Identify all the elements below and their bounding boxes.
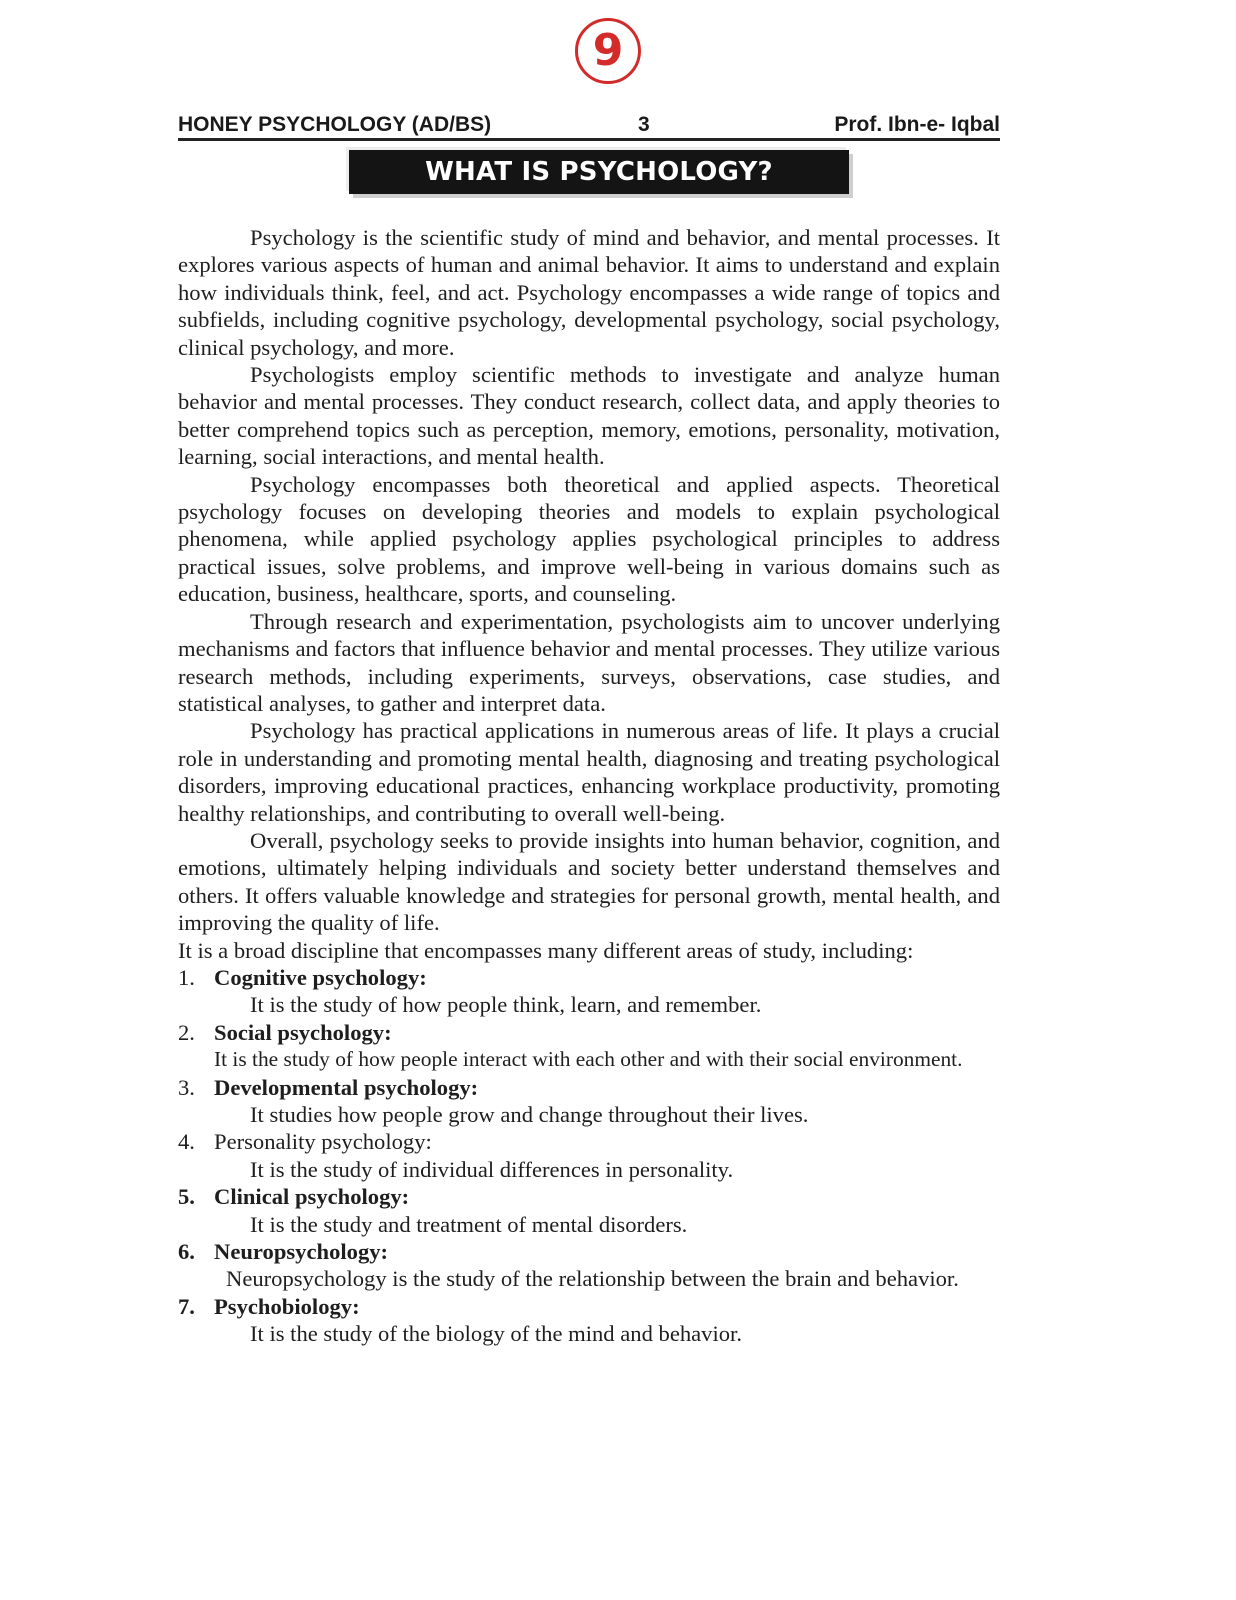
item-description: It is the study of how people think, learn, and remember. xyxy=(250,992,762,1018)
chapter-title: WHAT IS PSYCHOLOGY? xyxy=(349,150,849,194)
item-number: 1. xyxy=(178,964,195,990)
item-number: 4. xyxy=(178,1129,195,1155)
item-description: It is the study of individual differences in personality. xyxy=(250,1156,734,1182)
page-header xyxy=(178,112,1000,141)
book-title: HONEY PSYCHOLOGY (AD/BS) xyxy=(178,113,492,136)
paragraph: Psychology has practical applications in numerous areas of life. It plays a crucial role in understanding and promoting mental health, diagnosing and treating psychological disorders, improving educational practices, enhancing workplace productivity, promoting healthy relationships, and contributing to overall well-being. xyxy=(178,718,1000,826)
item-description: Neuropsychology is the study of the relationship between the brain and behavior. xyxy=(226,1266,959,1292)
list-item xyxy=(178,1183,1000,1238)
item-number: 3. xyxy=(178,1074,195,1100)
paragraph: Psychology encompasses both theoretical and applied aspects. Theoretical psychology focuses on developing theories and models to explain psychological phenomena, while applied psychology applies psychological principles to address practical issues, solve problems, and improve well-being in various domains such as education, business, healthcare, sports, and counseling. xyxy=(178,471,1000,607)
item-heading: Personality psychology: xyxy=(214,1129,432,1155)
paragraph: Overall, psychology seeks to provide insights into human behavior, cognition, and emotions, ultimately helping individuals and society better understand themselves and others. It offers valuable knowledge and strategies for personal growth, mental health, and improving the quality of life. xyxy=(178,827,1000,936)
item-heading: Cognitive psychology: xyxy=(214,964,427,990)
paragraph: Psychologists employ scientific methods to investigate and analyze human behavior and mental processes. They conduct research, collect data, and apply theories to better comprehend topics such as perception, memory, emotions, personality, motivation, learning, social interactions, and mental health. xyxy=(178,362,1000,470)
list-item xyxy=(178,1238,1000,1293)
item-heading: Developmental psychology: xyxy=(214,1074,479,1100)
list-item xyxy=(178,1128,1000,1183)
item-heading: Clinical psychology: xyxy=(214,1184,410,1210)
list-intro: It is a broad discipline that encompasses many different areas of study, including: xyxy=(178,937,914,963)
paragraph: Psychology is the scientific study of mind and behavior, and mental processes. It explores various aspects of human and animal behavior. It aims to understand and explain how individuals think, feel, and act. Psychology encompasses a wide range of topics and subfields, including cognitive psychology, developmental psychology, social psychology, clinical psychology, and more. xyxy=(178,225,1000,360)
item-heading: Neuropsychology: xyxy=(214,1239,389,1265)
item-heading: Psychobiology: xyxy=(214,1293,360,1319)
list-item xyxy=(178,1074,1000,1129)
item-number: 2. xyxy=(178,1019,195,1045)
item-description: It is the study of the biology of the mind and behavior. xyxy=(250,1321,742,1347)
header-page-number: 3 xyxy=(638,113,650,136)
item-heading: Social psychology: xyxy=(214,1019,392,1045)
item-description: It is the study of how people interact with each other and with their social environment. xyxy=(214,1047,963,1072)
list-item xyxy=(178,1293,1000,1348)
item-description: It is the study and treatment of mental disorders. xyxy=(250,1211,688,1237)
page-number-badge: 9 xyxy=(575,18,641,84)
item-description: It studies how people grow and change throughout their lives. xyxy=(250,1102,809,1127)
author-name: Prof. Ibn-e- Iqbal xyxy=(834,113,1000,136)
paragraph: Through research and experimentation, psychologists aim to uncover underlying mechanisms and factors that influence behavior and mental processes. They utilize various research methods, including experiments, surveys, observations, case studies, and statistical analyses, to gather and interpret data. xyxy=(178,608,1000,716)
areas-list xyxy=(178,964,1000,1348)
item-number: 6. xyxy=(178,1239,195,1265)
list-item xyxy=(178,1019,1000,1074)
item-number: 5. xyxy=(178,1184,195,1210)
item-number: 7. xyxy=(178,1293,195,1319)
document-body xyxy=(178,224,1000,1348)
list-item xyxy=(178,964,1000,1019)
